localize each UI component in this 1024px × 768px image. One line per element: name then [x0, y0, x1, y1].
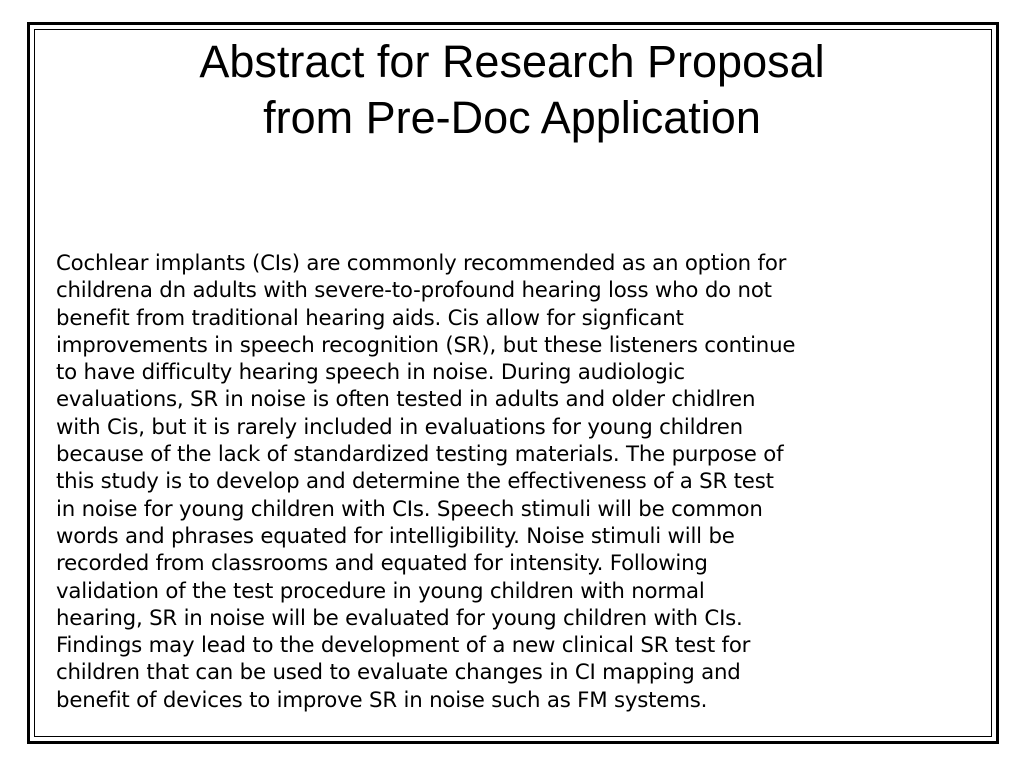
abstract-line: evaluations, SR in noise is often tested in adults and older chidlren: [56, 387, 756, 413]
abstract-line: Findings may lead to the development of a new clinical SR test for: [56, 633, 751, 659]
abstract-line: in noise for young children with CIs. Speech stimuli will be common: [56, 496, 763, 522]
abstract-line: benefit from traditional hearing aids. Cis allow for signficant: [56, 305, 684, 331]
abstract-line: words and phrases equated for intelligibility. Noise stimuli will be: [56, 523, 735, 549]
title-line: from Pre-Doc Application: [263, 92, 761, 143]
title-line: Abstract for Research Proposal: [199, 36, 825, 87]
abstract-line: Cochlear implants (CIs) are commonly recommended as an option for: [56, 251, 787, 276]
abstract-line: because of the lack of standardized testing materials. The purpose of: [56, 442, 784, 468]
abstract-line: benefit of devices to improve SR in noise such as FM systems.: [56, 687, 708, 713]
abstract-line: with Cis, but it is rarely included in evaluations for young children: [56, 414, 743, 440]
abstract-line: hearing, SR in noise will be evaluated for young children with CIs.: [56, 605, 743, 631]
abstract-line: this study is to develop and determine the effectiveness of a SR test: [56, 469, 774, 495]
abstract-line: to have difficulty hearing speech in noise. During audiologic: [56, 360, 685, 386]
abstract-line: children that can be used to evaluate changes in CI mapping and: [56, 660, 741, 686]
abstract-text: [56, 250, 988, 714]
abstract-line: recorded from classrooms and equated for intensity. Following: [56, 551, 708, 577]
abstract-line: childrena dn adults with severe-to-profound hearing loss who do not: [56, 278, 772, 304]
abstract-line: validation of the test procedure in young children with normal: [56, 578, 705, 604]
abstract-line: improvements in speech recognition (SR), but these listeners continue: [56, 332, 796, 358]
slide-title: [40, 34, 984, 146]
